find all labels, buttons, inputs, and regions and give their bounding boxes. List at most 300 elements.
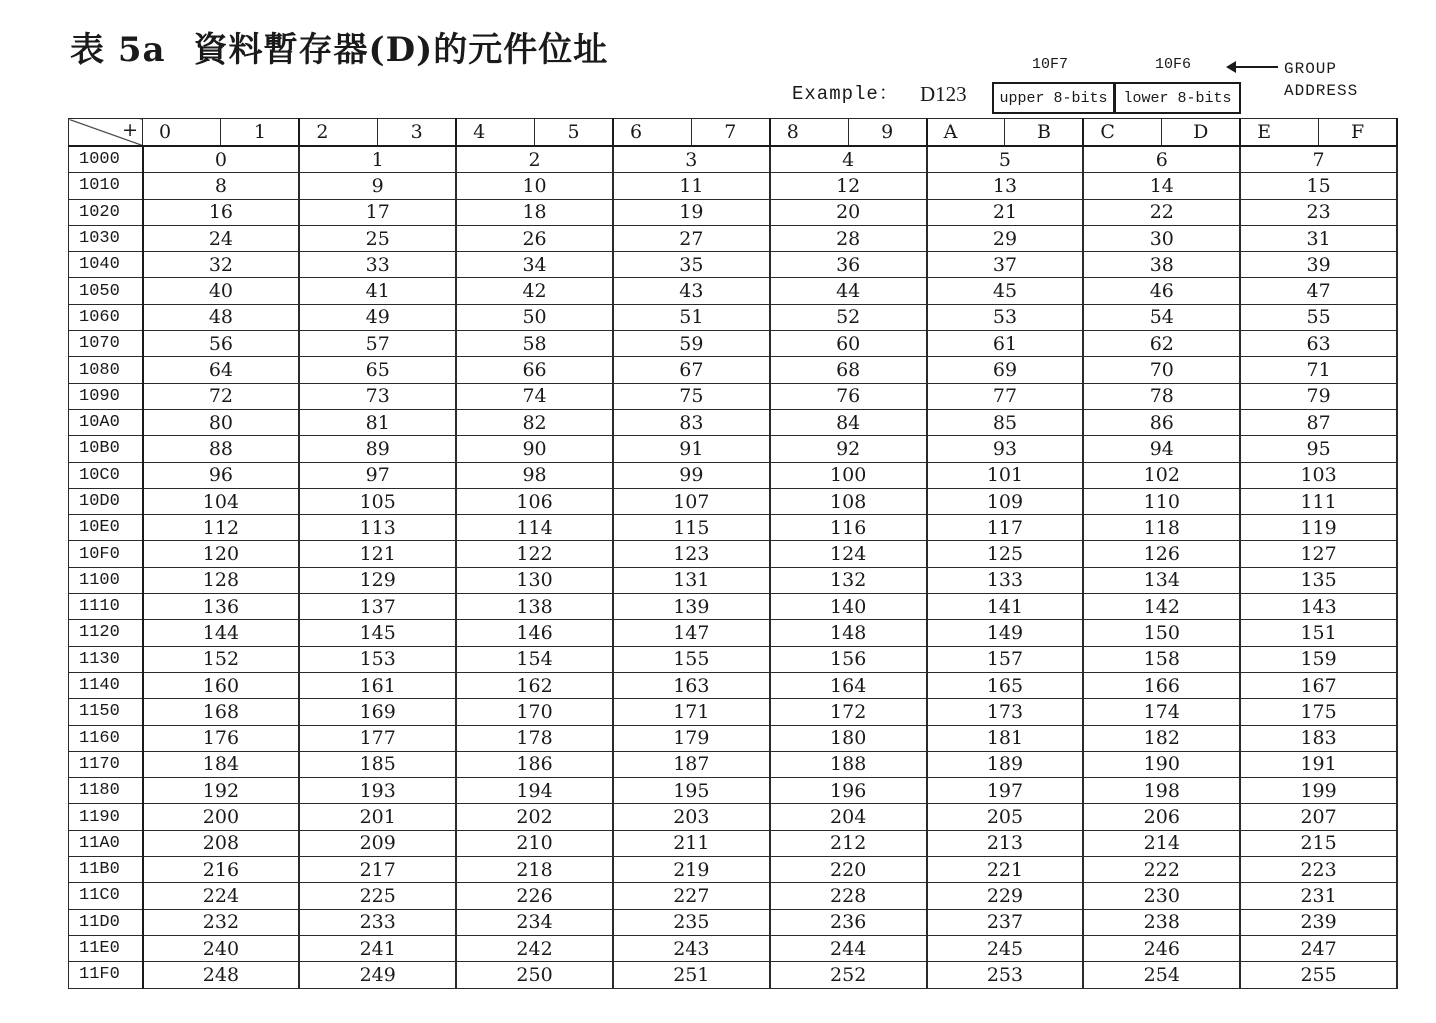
device-number-cell: 196 bbox=[770, 778, 927, 804]
device-number-cell: 22 bbox=[1083, 199, 1240, 225]
device-number-cell: 208 bbox=[143, 830, 300, 856]
device-number-cell: 17 bbox=[299, 199, 456, 225]
device-number-cell: 170 bbox=[456, 699, 613, 725]
device-number-cell: 142 bbox=[1083, 594, 1240, 620]
device-number-cell: 141 bbox=[927, 594, 1084, 620]
device-number-cell: 163 bbox=[613, 672, 770, 698]
device-number-cell: 112 bbox=[143, 515, 300, 541]
row-address: 11F0 bbox=[69, 962, 143, 988]
device-number-cell: 77 bbox=[927, 383, 1084, 409]
device-number-cell: 49 bbox=[299, 304, 456, 330]
row-address: 10E0 bbox=[69, 515, 143, 541]
device-number-cell: 195 bbox=[613, 778, 770, 804]
device-number-cell: 235 bbox=[613, 909, 770, 935]
device-number-cell: 199 bbox=[1240, 778, 1397, 804]
device-number-cell: 65 bbox=[299, 357, 456, 383]
device-number-cell: 166 bbox=[1083, 672, 1240, 698]
row-address: 10C0 bbox=[69, 462, 143, 488]
device-number-cell: 201 bbox=[299, 804, 456, 830]
device-number-cell: 64 bbox=[143, 357, 300, 383]
column-header-high: F bbox=[1319, 119, 1397, 147]
example-label: Example： bbox=[792, 83, 899, 105]
device-number-cell: 179 bbox=[613, 725, 770, 751]
device-number-cell: 134 bbox=[1083, 567, 1240, 593]
device-number-cell: 225 bbox=[299, 883, 456, 909]
device-number-cell: 233 bbox=[299, 909, 456, 935]
device-number-cell: 43 bbox=[613, 278, 770, 304]
device-number-cell: 79 bbox=[1240, 383, 1397, 409]
table-row bbox=[69, 778, 1398, 804]
example-device: D123 bbox=[920, 82, 967, 106]
device-number-cell: 182 bbox=[1083, 725, 1240, 751]
device-number-cell: 220 bbox=[770, 857, 927, 883]
table-row bbox=[69, 567, 1398, 593]
column-header-low: 4 bbox=[456, 119, 534, 147]
table-row bbox=[69, 515, 1398, 541]
device-number-cell: 11 bbox=[613, 173, 770, 199]
row-address: 1110 bbox=[69, 594, 143, 620]
device-number-cell: 132 bbox=[770, 567, 927, 593]
device-number-cell: 73 bbox=[299, 383, 456, 409]
table-row bbox=[69, 620, 1398, 646]
device-number-cell: 114 bbox=[456, 515, 613, 541]
device-number-cell: 136 bbox=[143, 594, 300, 620]
device-number-cell: 237 bbox=[927, 909, 1084, 935]
device-number-cell: 139 bbox=[613, 594, 770, 620]
device-number-cell: 50 bbox=[456, 304, 613, 330]
column-header-high: 3 bbox=[378, 119, 456, 147]
device-number-cell: 203 bbox=[613, 804, 770, 830]
device-number-cell: 109 bbox=[927, 488, 1084, 514]
device-number-cell: 20 bbox=[770, 199, 927, 225]
device-number-cell: 56 bbox=[143, 331, 300, 357]
device-number-cell: 53 bbox=[927, 304, 1084, 330]
device-number-cell: 51 bbox=[613, 304, 770, 330]
device-number-cell: 13 bbox=[927, 173, 1084, 199]
device-number-cell: 8 bbox=[143, 173, 300, 199]
device-number-cell: 117 bbox=[927, 515, 1084, 541]
device-number-cell: 57 bbox=[299, 331, 456, 357]
device-number-cell: 25 bbox=[299, 225, 456, 251]
device-number-cell: 224 bbox=[143, 883, 300, 909]
device-number-cell: 168 bbox=[143, 699, 300, 725]
table-row bbox=[69, 225, 1398, 251]
device-number-cell: 202 bbox=[456, 804, 613, 830]
device-number-cell: 149 bbox=[927, 620, 1084, 646]
device-number-cell: 96 bbox=[143, 462, 300, 488]
device-number-cell: 143 bbox=[1240, 594, 1397, 620]
device-number-cell: 254 bbox=[1083, 962, 1240, 988]
device-number-cell: 241 bbox=[299, 935, 456, 961]
device-number-cell: 144 bbox=[143, 620, 300, 646]
device-number-cell: 70 bbox=[1083, 357, 1240, 383]
device-number-cell: 2 bbox=[456, 146, 613, 173]
device-number-cell: 190 bbox=[1083, 751, 1240, 777]
device-number-cell: 86 bbox=[1083, 409, 1240, 435]
device-number-cell: 227 bbox=[613, 883, 770, 909]
column-header-high: 9 bbox=[848, 119, 926, 147]
device-number-cell: 209 bbox=[299, 830, 456, 856]
lower-bits-box: lower 8-bits bbox=[1114, 82, 1241, 114]
device-number-cell: 217 bbox=[299, 857, 456, 883]
device-number-cell: 147 bbox=[613, 620, 770, 646]
device-number-cell: 242 bbox=[456, 935, 613, 961]
row-address: 1140 bbox=[69, 672, 143, 698]
device-number-cell: 62 bbox=[1083, 331, 1240, 357]
device-number-cell: 24 bbox=[143, 225, 300, 251]
device-number-cell: 127 bbox=[1240, 541, 1397, 567]
device-number-cell: 165 bbox=[927, 672, 1084, 698]
device-number-cell: 35 bbox=[613, 252, 770, 278]
device-number-cell: 200 bbox=[143, 804, 300, 830]
device-number-cell: 7 bbox=[1240, 146, 1397, 173]
row-address: 11C0 bbox=[69, 883, 143, 909]
column-header-low: 0 bbox=[143, 119, 221, 147]
device-number-cell: 255 bbox=[1240, 962, 1397, 988]
device-number-cell: 148 bbox=[770, 620, 927, 646]
device-number-cell: 226 bbox=[456, 883, 613, 909]
device-number-cell: 93 bbox=[927, 436, 1084, 462]
device-number-cell: 152 bbox=[143, 646, 300, 672]
device-number-cell: 244 bbox=[770, 935, 927, 961]
device-number-cell: 99 bbox=[613, 462, 770, 488]
device-number-cell: 129 bbox=[299, 567, 456, 593]
device-number-cell: 186 bbox=[456, 751, 613, 777]
device-number-cell: 66 bbox=[456, 357, 613, 383]
row-address: 10D0 bbox=[69, 488, 143, 514]
device-number-cell: 52 bbox=[770, 304, 927, 330]
device-number-cell: 197 bbox=[927, 778, 1084, 804]
row-address: 1040 bbox=[69, 252, 143, 278]
device-number-cell: 108 bbox=[770, 488, 927, 514]
table-row bbox=[69, 462, 1398, 488]
device-number-cell: 80 bbox=[143, 409, 300, 435]
device-number-cell: 90 bbox=[456, 436, 613, 462]
device-number-cell: 175 bbox=[1240, 699, 1397, 725]
device-number-cell: 118 bbox=[1083, 515, 1240, 541]
table-row bbox=[69, 146, 1398, 173]
device-number-cell: 89 bbox=[299, 436, 456, 462]
device-number-cell: 213 bbox=[927, 830, 1084, 856]
device-number-cell: 94 bbox=[1083, 436, 1240, 462]
device-number-cell: 116 bbox=[770, 515, 927, 541]
device-number-cell: 5 bbox=[927, 146, 1084, 173]
row-address: 1010 bbox=[69, 173, 143, 199]
device-number-cell: 130 bbox=[456, 567, 613, 593]
device-number-cell: 104 bbox=[143, 488, 300, 514]
row-address: 1100 bbox=[69, 567, 143, 593]
device-number-cell: 229 bbox=[927, 883, 1084, 909]
device-number-cell: 178 bbox=[456, 725, 613, 751]
column-header-high: B bbox=[1005, 119, 1083, 147]
device-number-cell: 251 bbox=[613, 962, 770, 988]
table-row bbox=[69, 909, 1398, 935]
device-number-cell: 219 bbox=[613, 857, 770, 883]
table-row bbox=[69, 594, 1398, 620]
table-row bbox=[69, 883, 1398, 909]
table-row bbox=[69, 541, 1398, 567]
device-number-cell: 120 bbox=[143, 541, 300, 567]
row-address: 1080 bbox=[69, 357, 143, 383]
device-number-cell: 212 bbox=[770, 830, 927, 856]
device-number-cell: 150 bbox=[1083, 620, 1240, 646]
device-number-cell: 105 bbox=[299, 488, 456, 514]
device-number-cell: 1 bbox=[299, 146, 456, 173]
device-number-cell: 19 bbox=[613, 199, 770, 225]
table-row bbox=[69, 331, 1398, 357]
table-row bbox=[69, 725, 1398, 751]
column-header-low: E bbox=[1240, 119, 1318, 147]
device-number-cell: 100 bbox=[770, 462, 927, 488]
row-address: 1000 bbox=[69, 146, 143, 173]
device-number-cell: 164 bbox=[770, 672, 927, 698]
device-number-cell: 110 bbox=[1083, 488, 1240, 514]
column-header-low: 2 bbox=[299, 119, 377, 147]
device-number-cell: 128 bbox=[143, 567, 300, 593]
device-number-cell: 216 bbox=[143, 857, 300, 883]
device-number-cell: 4 bbox=[770, 146, 927, 173]
device-number-cell: 75 bbox=[613, 383, 770, 409]
device-number-cell: 29 bbox=[927, 225, 1084, 251]
device-number-cell: 245 bbox=[927, 935, 1084, 961]
row-address: 1070 bbox=[69, 331, 143, 357]
table-row bbox=[69, 252, 1398, 278]
device-number-cell: 194 bbox=[456, 778, 613, 804]
device-number-cell: 247 bbox=[1240, 935, 1397, 961]
device-number-cell: 46 bbox=[1083, 278, 1240, 304]
row-address: 1160 bbox=[69, 725, 143, 751]
device-number-cell: 176 bbox=[143, 725, 300, 751]
device-number-cell: 160 bbox=[143, 672, 300, 698]
device-number-cell: 193 bbox=[299, 778, 456, 804]
device-number-cell: 126 bbox=[1083, 541, 1240, 567]
device-number-cell: 211 bbox=[613, 830, 770, 856]
device-number-cell: 218 bbox=[456, 857, 613, 883]
device-number-cell: 6 bbox=[1083, 146, 1240, 173]
device-number-cell: 183 bbox=[1240, 725, 1397, 751]
device-number-cell: 47 bbox=[1240, 278, 1397, 304]
device-number-cell: 146 bbox=[456, 620, 613, 646]
column-header-high: D bbox=[1162, 119, 1240, 147]
device-number-cell: 111 bbox=[1240, 488, 1397, 514]
device-number-cell: 30 bbox=[1083, 225, 1240, 251]
device-number-cell: 188 bbox=[770, 751, 927, 777]
device-number-cell: 173 bbox=[927, 699, 1084, 725]
device-number-cell: 9 bbox=[299, 173, 456, 199]
column-header-low: 8 bbox=[770, 119, 848, 147]
device-number-cell: 131 bbox=[613, 567, 770, 593]
device-number-cell: 138 bbox=[456, 594, 613, 620]
device-number-cell: 250 bbox=[456, 962, 613, 988]
device-number-cell: 248 bbox=[143, 962, 300, 988]
row-address: 1180 bbox=[69, 778, 143, 804]
row-address: 11D0 bbox=[69, 909, 143, 935]
device-number-cell: 240 bbox=[143, 935, 300, 961]
group-address-label: GROUP ADDRESS bbox=[1284, 60, 1359, 100]
row-address: 11E0 bbox=[69, 935, 143, 961]
table-row bbox=[69, 304, 1398, 330]
device-number-cell: 167 bbox=[1240, 672, 1397, 698]
device-number-cell: 113 bbox=[299, 515, 456, 541]
device-number-cell: 67 bbox=[613, 357, 770, 383]
device-number-cell: 36 bbox=[770, 252, 927, 278]
device-number-cell: 234 bbox=[456, 909, 613, 935]
device-number-cell: 191 bbox=[1240, 751, 1397, 777]
device-number-cell: 88 bbox=[143, 436, 300, 462]
device-number-cell: 95 bbox=[1240, 436, 1397, 462]
device-number-cell: 98 bbox=[456, 462, 613, 488]
device-number-cell: 34 bbox=[456, 252, 613, 278]
device-number-cell: 54 bbox=[1083, 304, 1240, 330]
device-number-cell: 198 bbox=[1083, 778, 1240, 804]
device-number-cell: 238 bbox=[1083, 909, 1240, 935]
device-number-cell: 39 bbox=[1240, 252, 1397, 278]
table-row bbox=[69, 383, 1398, 409]
device-number-cell: 236 bbox=[770, 909, 927, 935]
device-number-cell: 60 bbox=[770, 331, 927, 357]
header-row bbox=[69, 119, 1398, 147]
device-number-cell: 61 bbox=[927, 331, 1084, 357]
device-number-cell: 16 bbox=[143, 199, 300, 225]
table-row bbox=[69, 199, 1398, 225]
table-row bbox=[69, 830, 1398, 856]
device-number-cell: 15 bbox=[1240, 173, 1397, 199]
device-number-cell: 206 bbox=[1083, 804, 1240, 830]
device-number-cell: 177 bbox=[299, 725, 456, 751]
device-number-cell: 157 bbox=[927, 646, 1084, 672]
device-number-cell: 156 bbox=[770, 646, 927, 672]
device-number-cell: 59 bbox=[613, 331, 770, 357]
table-row bbox=[69, 804, 1398, 830]
device-number-cell: 187 bbox=[613, 751, 770, 777]
device-number-cell: 137 bbox=[299, 594, 456, 620]
row-address: 11B0 bbox=[69, 857, 143, 883]
device-number-cell: 83 bbox=[613, 409, 770, 435]
device-number-cell: 210 bbox=[456, 830, 613, 856]
device-number-cell: 232 bbox=[143, 909, 300, 935]
device-number-cell: 252 bbox=[770, 962, 927, 988]
device-number-cell: 169 bbox=[299, 699, 456, 725]
table-row bbox=[69, 699, 1398, 725]
row-address: 1060 bbox=[69, 304, 143, 330]
device-number-cell: 0 bbox=[143, 146, 300, 173]
row-address: 1020 bbox=[69, 199, 143, 225]
row-address: 1130 bbox=[69, 646, 143, 672]
row-address: 1190 bbox=[69, 804, 143, 830]
row-address: 10F0 bbox=[69, 541, 143, 567]
page-title bbox=[70, 22, 608, 71]
device-number-cell: 140 bbox=[770, 594, 927, 620]
device-number-cell: 76 bbox=[770, 383, 927, 409]
device-number-cell: 228 bbox=[770, 883, 927, 909]
device-number-cell: 214 bbox=[1083, 830, 1240, 856]
upper-group-address: 10F7 bbox=[1032, 56, 1069, 73]
device-number-cell: 92 bbox=[770, 436, 927, 462]
device-number-cell: 78 bbox=[1083, 383, 1240, 409]
device-number-cell: 23 bbox=[1240, 199, 1397, 225]
device-number-cell: 91 bbox=[613, 436, 770, 462]
device-number-cell: 161 bbox=[299, 672, 456, 698]
corner-cell: + bbox=[69, 119, 143, 147]
row-address: 1170 bbox=[69, 751, 143, 777]
device-number-cell: 72 bbox=[143, 383, 300, 409]
device-number-cell: 21 bbox=[927, 199, 1084, 225]
device-number-cell: 107 bbox=[613, 488, 770, 514]
row-address: 1030 bbox=[69, 225, 143, 251]
device-number-cell: 205 bbox=[927, 804, 1084, 830]
device-number-cell: 180 bbox=[770, 725, 927, 751]
device-number-cell: 71 bbox=[1240, 357, 1397, 383]
device-number-cell: 41 bbox=[299, 278, 456, 304]
device-number-cell: 246 bbox=[1083, 935, 1240, 961]
table-row bbox=[69, 672, 1398, 698]
device-number-cell: 69 bbox=[927, 357, 1084, 383]
device-number-cell: 12 bbox=[770, 173, 927, 199]
device-address-table bbox=[68, 118, 1398, 989]
device-number-cell: 230 bbox=[1083, 883, 1240, 909]
device-number-cell: 45 bbox=[927, 278, 1084, 304]
device-number-cell: 31 bbox=[1240, 225, 1397, 251]
device-number-cell: 253 bbox=[927, 962, 1084, 988]
device-number-cell: 40 bbox=[143, 278, 300, 304]
table-row bbox=[69, 436, 1398, 462]
device-number-cell: 222 bbox=[1083, 857, 1240, 883]
device-number-cell: 74 bbox=[456, 383, 613, 409]
device-number-cell: 125 bbox=[927, 541, 1084, 567]
row-address: 1050 bbox=[69, 278, 143, 304]
table-number: 表 5a bbox=[70, 30, 166, 70]
table-row bbox=[69, 409, 1398, 435]
device-number-cell: 32 bbox=[143, 252, 300, 278]
device-number-cell: 172 bbox=[770, 699, 927, 725]
device-number-cell: 122 bbox=[456, 541, 613, 567]
table-row bbox=[69, 751, 1398, 777]
device-number-cell: 243 bbox=[613, 935, 770, 961]
device-number-cell: 155 bbox=[613, 646, 770, 672]
device-number-cell: 135 bbox=[1240, 567, 1397, 593]
device-number-cell: 119 bbox=[1240, 515, 1397, 541]
column-header-low: C bbox=[1083, 119, 1161, 147]
device-number-cell: 84 bbox=[770, 409, 927, 435]
device-number-cell: 97 bbox=[299, 462, 456, 488]
device-number-cell: 181 bbox=[927, 725, 1084, 751]
upper-bits-box: upper 8-bits bbox=[992, 82, 1115, 114]
device-number-cell: 159 bbox=[1240, 646, 1397, 672]
device-number-cell: 102 bbox=[1083, 462, 1240, 488]
device-number-cell: 37 bbox=[927, 252, 1084, 278]
device-number-cell: 68 bbox=[770, 357, 927, 383]
device-number-cell: 33 bbox=[299, 252, 456, 278]
device-number-cell: 151 bbox=[1240, 620, 1397, 646]
column-header-low: 6 bbox=[613, 119, 691, 147]
device-number-cell: 221 bbox=[927, 857, 1084, 883]
device-number-cell: 38 bbox=[1083, 252, 1240, 278]
table-row bbox=[69, 278, 1398, 304]
device-number-cell: 55 bbox=[1240, 304, 1397, 330]
device-number-cell: 63 bbox=[1240, 331, 1397, 357]
device-number-cell: 14 bbox=[1083, 173, 1240, 199]
table-caption: 資料暫存器(D)的元件位址 bbox=[193, 30, 609, 70]
device-number-cell: 10 bbox=[456, 173, 613, 199]
device-number-cell: 106 bbox=[456, 488, 613, 514]
column-header-low: A bbox=[927, 119, 1005, 147]
device-number-cell: 249 bbox=[299, 962, 456, 988]
device-number-cell: 82 bbox=[456, 409, 613, 435]
device-number-cell: 28 bbox=[770, 225, 927, 251]
device-number-cell: 3 bbox=[613, 146, 770, 173]
table-row bbox=[69, 857, 1398, 883]
column-header-high: 5 bbox=[535, 119, 613, 147]
